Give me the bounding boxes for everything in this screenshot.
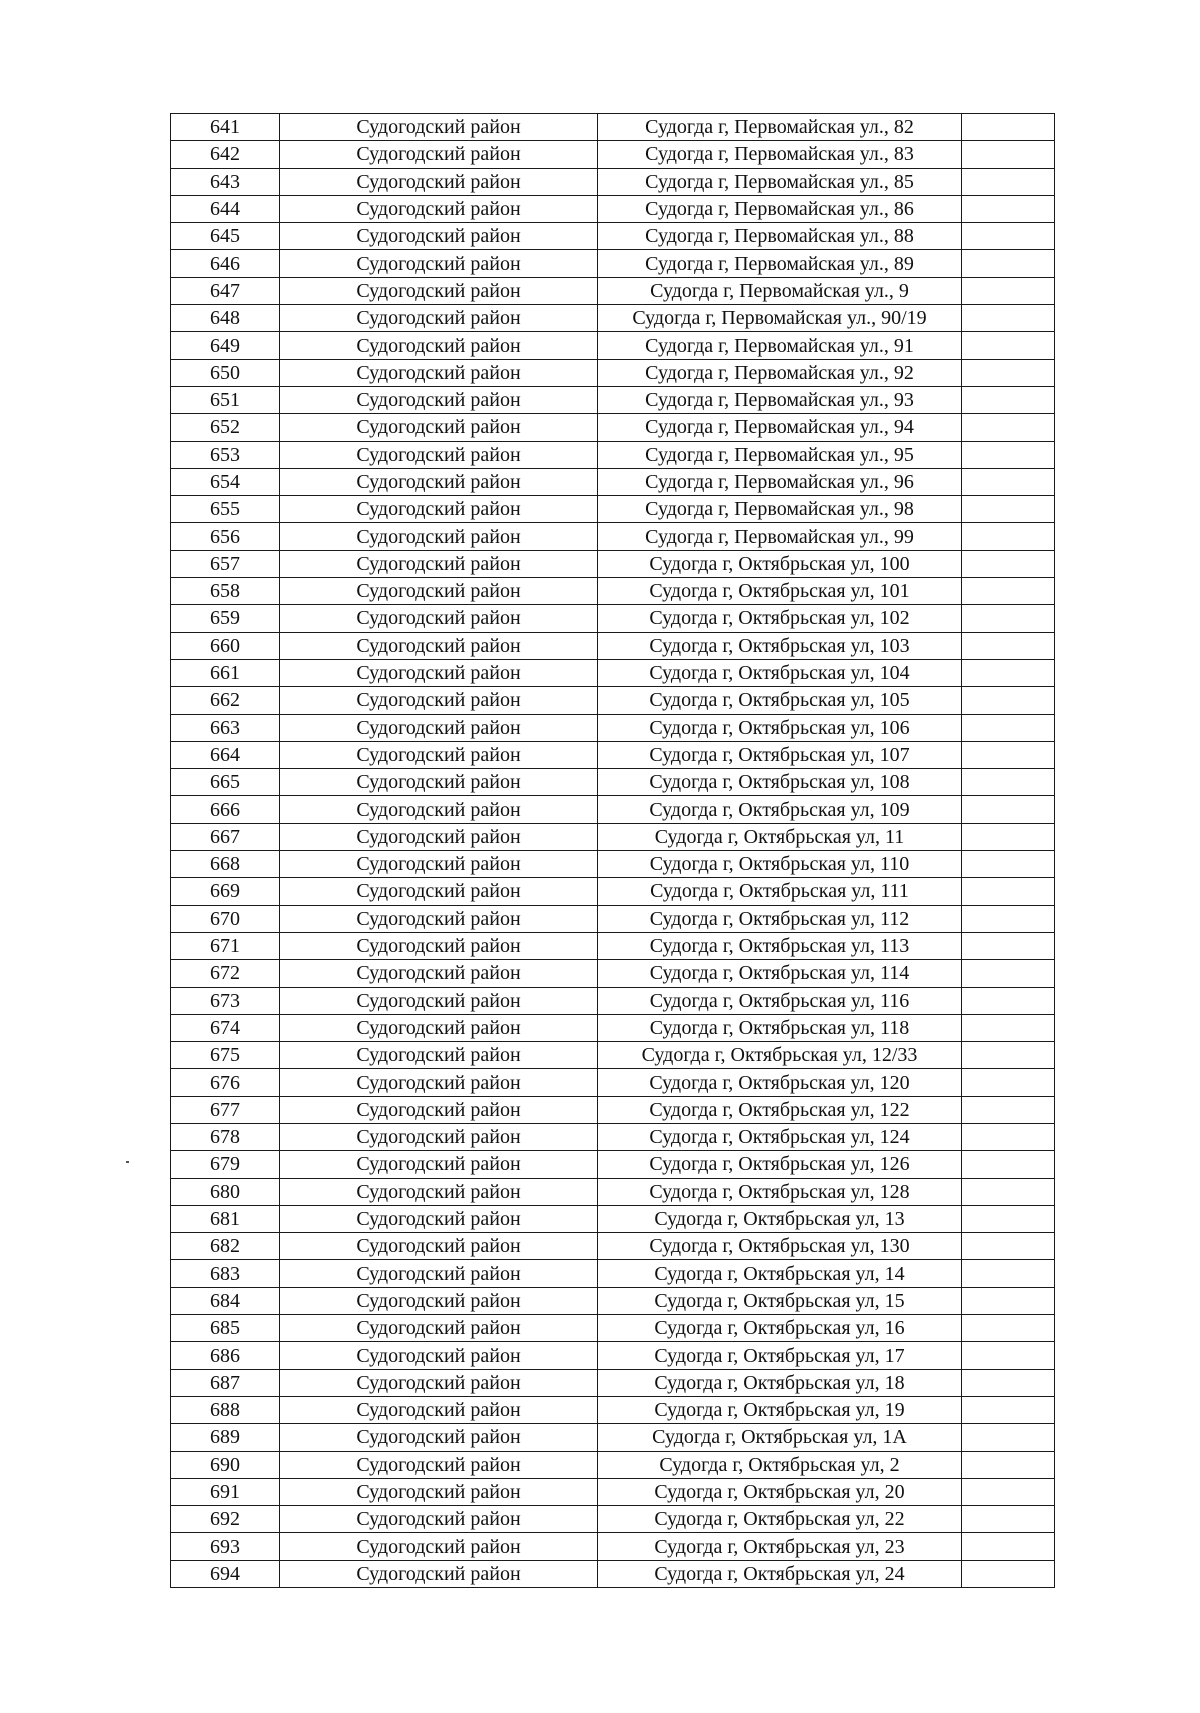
- address-cell: Судогда г, Октябрьская ул, 12/33: [598, 1042, 962, 1069]
- row-number-cell: 682: [171, 1233, 280, 1260]
- empty-cell: [962, 114, 1055, 141]
- district-cell: Судогодский район: [280, 851, 598, 878]
- row-number-cell: 690: [171, 1451, 280, 1478]
- address-cell: Судогда г, Первомайская ул., 92: [598, 359, 962, 386]
- table-row: [171, 414, 1055, 441]
- district-cell: Судогодский район: [280, 386, 598, 413]
- table-row: [171, 1014, 1055, 1041]
- row-number-cell: 652: [171, 414, 280, 441]
- district-cell: Судогодский район: [280, 1151, 598, 1178]
- table-row: [171, 332, 1055, 359]
- table-row: [171, 932, 1055, 959]
- empty-cell: [962, 1315, 1055, 1342]
- district-cell: Судогодский район: [280, 550, 598, 577]
- empty-cell: [962, 141, 1055, 168]
- row-number-cell: 648: [171, 305, 280, 332]
- table-row: [171, 687, 1055, 714]
- row-number-cell: 661: [171, 659, 280, 686]
- address-cell: Судогда г, Октябрьская ул, 103: [598, 632, 962, 659]
- row-number-cell: 686: [171, 1342, 280, 1369]
- empty-cell: [962, 905, 1055, 932]
- empty-cell: [962, 1506, 1055, 1533]
- address-registry-table: [170, 113, 1055, 1588]
- scan-speck: [126, 1161, 129, 1163]
- district-cell: Судогодский район: [280, 632, 598, 659]
- address-cell: Судогда г, Первомайская ул., 94: [598, 414, 962, 441]
- empty-cell: [962, 1178, 1055, 1205]
- row-number-cell: 683: [171, 1260, 280, 1287]
- table-row: [171, 1123, 1055, 1150]
- row-number-cell: 677: [171, 1096, 280, 1123]
- empty-cell: [962, 687, 1055, 714]
- table-row: [171, 905, 1055, 932]
- district-cell: Судогодский район: [280, 1424, 598, 1451]
- district-cell: Судогодский район: [280, 250, 598, 277]
- address-cell: Судогда г, Октябрьская ул, 124: [598, 1123, 962, 1150]
- address-cell: Судогда г, Октябрьская ул, 120: [598, 1069, 962, 1096]
- empty-cell: [962, 332, 1055, 359]
- district-cell: Судогодский район: [280, 1451, 598, 1478]
- table-row: [171, 250, 1055, 277]
- row-number-cell: 680: [171, 1178, 280, 1205]
- row-number-cell: 673: [171, 987, 280, 1014]
- address-cell: Судогда г, Октябрьская ул, 101: [598, 578, 962, 605]
- row-number-cell: 643: [171, 168, 280, 195]
- table-row: [171, 769, 1055, 796]
- table-row: [171, 1151, 1055, 1178]
- empty-cell: [962, 714, 1055, 741]
- district-cell: Судогодский район: [280, 1205, 598, 1232]
- empty-cell: [962, 1123, 1055, 1150]
- table-row: [171, 195, 1055, 222]
- empty-cell: [962, 1151, 1055, 1178]
- table-row: [171, 960, 1055, 987]
- address-cell: Судогда г, Первомайская ул., 9: [598, 277, 962, 304]
- empty-cell: [962, 1369, 1055, 1396]
- table-row: [171, 823, 1055, 850]
- district-cell: Судогодский район: [280, 605, 598, 632]
- table-row: [171, 223, 1055, 250]
- district-cell: Судогодский район: [280, 1533, 598, 1560]
- empty-cell: [962, 305, 1055, 332]
- district-cell: Судогодский район: [280, 141, 598, 168]
- table-row: [171, 659, 1055, 686]
- address-cell: Судогда г, Первомайская ул., 93: [598, 386, 962, 413]
- table-row: [171, 1424, 1055, 1451]
- table-row: [171, 523, 1055, 550]
- empty-cell: [962, 523, 1055, 550]
- district-cell: Судогодский район: [280, 1478, 598, 1505]
- table-row: [171, 1042, 1055, 1069]
- district-cell: Судогодский район: [280, 823, 598, 850]
- district-cell: Судогодский район: [280, 578, 598, 605]
- address-cell: Судогда г, Октябрьская ул, 22: [598, 1506, 962, 1533]
- address-cell: Судогда г, Первомайская ул., 91: [598, 332, 962, 359]
- row-number-cell: 666: [171, 796, 280, 823]
- district-cell: Судогодский район: [280, 414, 598, 441]
- row-number-cell: 671: [171, 932, 280, 959]
- table-row: [171, 632, 1055, 659]
- address-cell: Судогда г, Первомайская ул., 85: [598, 168, 962, 195]
- address-cell: Судогда г, Октябрьская ул, 106: [598, 714, 962, 741]
- row-number-cell: 665: [171, 769, 280, 796]
- address-cell: Судогда г, Первомайская ул., 95: [598, 441, 962, 468]
- address-cell: Судогда г, Первомайская ул., 86: [598, 195, 962, 222]
- table-row: [171, 878, 1055, 905]
- address-cell: Судогда г, Октябрьская ул, 2: [598, 1451, 962, 1478]
- row-number-cell: 664: [171, 741, 280, 768]
- district-cell: Судогодский район: [280, 741, 598, 768]
- row-number-cell: 644: [171, 195, 280, 222]
- table-row: [171, 496, 1055, 523]
- row-number-cell: 668: [171, 851, 280, 878]
- table-row: [171, 741, 1055, 768]
- address-cell: Судогда г, Октябрьская ул, 17: [598, 1342, 962, 1369]
- district-cell: Судогодский район: [280, 1560, 598, 1587]
- empty-cell: [962, 550, 1055, 577]
- address-cell: Судогда г, Первомайская ул., 82: [598, 114, 962, 141]
- empty-cell: [962, 1233, 1055, 1260]
- row-number-cell: 660: [171, 632, 280, 659]
- row-number-cell: 670: [171, 905, 280, 932]
- address-cell: Судогда г, Октябрьская ул, 15: [598, 1287, 962, 1314]
- empty-cell: [962, 1396, 1055, 1423]
- address-cell: Судогда г, Октябрьская ул, 102: [598, 605, 962, 632]
- district-cell: Судогодский район: [280, 523, 598, 550]
- table-row: [171, 1560, 1055, 1587]
- table-row: [171, 1178, 1055, 1205]
- district-cell: Судогодский район: [280, 1178, 598, 1205]
- row-number-cell: 646: [171, 250, 280, 277]
- table-row: [171, 1260, 1055, 1287]
- table-row: [171, 277, 1055, 304]
- empty-cell: [962, 1287, 1055, 1314]
- address-cell: Судогда г, Октябрьская ул, 118: [598, 1014, 962, 1041]
- table-row: [171, 1451, 1055, 1478]
- row-number-cell: 684: [171, 1287, 280, 1314]
- district-cell: Судогодский район: [280, 714, 598, 741]
- row-number-cell: 679: [171, 1151, 280, 1178]
- table-row: [171, 1233, 1055, 1260]
- row-number-cell: 667: [171, 823, 280, 850]
- table-row: [171, 1533, 1055, 1560]
- empty-cell: [962, 386, 1055, 413]
- empty-cell: [962, 359, 1055, 386]
- address-cell: Судогда г, Октябрьская ул, 24: [598, 1560, 962, 1587]
- district-cell: Судогодский район: [280, 305, 598, 332]
- row-number-cell: 647: [171, 277, 280, 304]
- table-row: [171, 1069, 1055, 1096]
- district-cell: Судогодский район: [280, 1260, 598, 1287]
- district-cell: Судогодский район: [280, 687, 598, 714]
- table-row: [171, 441, 1055, 468]
- empty-cell: [962, 1451, 1055, 1478]
- empty-cell: [962, 605, 1055, 632]
- address-cell: Судогда г, Первомайская ул., 96: [598, 468, 962, 495]
- empty-cell: [962, 1260, 1055, 1287]
- address-cell: Судогда г, Первомайская ул., 83: [598, 141, 962, 168]
- table-row: [171, 1096, 1055, 1123]
- table-row: [171, 1369, 1055, 1396]
- table-row: [171, 987, 1055, 1014]
- row-number-cell: 642: [171, 141, 280, 168]
- empty-cell: [962, 277, 1055, 304]
- row-number-cell: 669: [171, 878, 280, 905]
- address-cell: Судогда г, Октябрьская ул, 122: [598, 1096, 962, 1123]
- address-cell: Судогда г, Первомайская ул., 90/19: [598, 305, 962, 332]
- row-number-cell: 641: [171, 114, 280, 141]
- empty-cell: [962, 1533, 1055, 1560]
- empty-cell: [962, 223, 1055, 250]
- district-cell: Судогодский район: [280, 769, 598, 796]
- district-cell: Судогодский район: [280, 1069, 598, 1096]
- row-number-cell: 649: [171, 332, 280, 359]
- table-row: [171, 851, 1055, 878]
- address-cell: Судогда г, Первомайская ул., 88: [598, 223, 962, 250]
- table-row: [171, 305, 1055, 332]
- row-number-cell: 662: [171, 687, 280, 714]
- address-cell: Судогда г, Октябрьская ул, 116: [598, 987, 962, 1014]
- row-number-cell: 674: [171, 1014, 280, 1041]
- address-cell: Судогда г, Октябрьская ул, 111: [598, 878, 962, 905]
- address-cell: Судогда г, Октябрьская ул, 13: [598, 1205, 962, 1232]
- district-cell: Судогодский район: [280, 796, 598, 823]
- row-number-cell: 691: [171, 1478, 280, 1505]
- address-cell: Судогда г, Октябрьская ул, 23: [598, 1533, 962, 1560]
- row-number-cell: 657: [171, 550, 280, 577]
- table-row: [171, 386, 1055, 413]
- empty-cell: [962, 769, 1055, 796]
- table-row: [171, 578, 1055, 605]
- district-cell: Судогодский район: [280, 468, 598, 495]
- district-cell: Судогодский район: [280, 1396, 598, 1423]
- table-row: [171, 359, 1055, 386]
- empty-cell: [962, 578, 1055, 605]
- empty-cell: [962, 1042, 1055, 1069]
- empty-cell: [962, 468, 1055, 495]
- district-cell: Судогодский район: [280, 960, 598, 987]
- address-cell: Судогда г, Октябрьская ул, 11: [598, 823, 962, 850]
- table-row: [171, 605, 1055, 632]
- empty-cell: [962, 441, 1055, 468]
- empty-cell: [962, 250, 1055, 277]
- table-row: [171, 1396, 1055, 1423]
- address-cell: Судогда г, Октябрьская ул, 14: [598, 1260, 962, 1287]
- district-cell: Судогодский район: [280, 878, 598, 905]
- empty-cell: [962, 1424, 1055, 1451]
- address-cell: Судогда г, Октябрьская ул, 109: [598, 796, 962, 823]
- row-number-cell: 672: [171, 960, 280, 987]
- row-number-cell: 656: [171, 523, 280, 550]
- empty-cell: [962, 1014, 1055, 1041]
- district-cell: Судогодский район: [280, 195, 598, 222]
- district-cell: Судогодский район: [280, 905, 598, 932]
- address-cell: Судогда г, Первомайская ул., 99: [598, 523, 962, 550]
- district-cell: Судогодский район: [280, 1342, 598, 1369]
- empty-cell: [962, 195, 1055, 222]
- address-cell: Судогда г, Октябрьская ул, 20: [598, 1478, 962, 1505]
- row-number-cell: 651: [171, 386, 280, 413]
- address-cell: Судогда г, Октябрьская ул, 1А: [598, 1424, 962, 1451]
- row-number-cell: 693: [171, 1533, 280, 1560]
- table-body: [171, 114, 1055, 1588]
- district-cell: Судогодский район: [280, 987, 598, 1014]
- empty-cell: [962, 878, 1055, 905]
- district-cell: Судогодский район: [280, 168, 598, 195]
- address-cell: Судогда г, Октябрьская ул, 100: [598, 550, 962, 577]
- table-row: [171, 550, 1055, 577]
- table-row: [171, 1205, 1055, 1232]
- table-row: [171, 1315, 1055, 1342]
- empty-cell: [962, 796, 1055, 823]
- district-cell: Судогодский район: [280, 359, 598, 386]
- address-cell: Судогда г, Первомайская ул., 89: [598, 250, 962, 277]
- row-number-cell: 655: [171, 496, 280, 523]
- district-cell: Судогодский район: [280, 1287, 598, 1314]
- address-cell: Судогда г, Октябрьская ул, 112: [598, 905, 962, 932]
- empty-cell: [962, 1096, 1055, 1123]
- district-cell: Судогодский район: [280, 1369, 598, 1396]
- row-number-cell: 676: [171, 1069, 280, 1096]
- empty-cell: [962, 1478, 1055, 1505]
- row-number-cell: 687: [171, 1369, 280, 1396]
- row-number-cell: 692: [171, 1506, 280, 1533]
- district-cell: Судогодский район: [280, 223, 598, 250]
- district-cell: Судогодский район: [280, 659, 598, 686]
- empty-cell: [962, 960, 1055, 987]
- district-cell: Судогодский район: [280, 496, 598, 523]
- address-cell: Судогда г, Октябрьская ул, 126: [598, 1151, 962, 1178]
- address-cell: Судогда г, Октябрьская ул, 113: [598, 932, 962, 959]
- empty-cell: [962, 1560, 1055, 1587]
- empty-cell: [962, 932, 1055, 959]
- address-cell: Судогда г, Октябрьская ул, 105: [598, 687, 962, 714]
- table-row: [171, 1506, 1055, 1533]
- empty-cell: [962, 168, 1055, 195]
- row-number-cell: 658: [171, 578, 280, 605]
- row-number-cell: 681: [171, 1205, 280, 1232]
- district-cell: Судогодский район: [280, 441, 598, 468]
- empty-cell: [962, 987, 1055, 1014]
- district-cell: Судогодский район: [280, 1315, 598, 1342]
- address-cell: Судогда г, Октябрьская ул, 110: [598, 851, 962, 878]
- row-number-cell: 650: [171, 359, 280, 386]
- empty-cell: [962, 632, 1055, 659]
- district-cell: Судогодский район: [280, 1042, 598, 1069]
- row-number-cell: 653: [171, 441, 280, 468]
- district-cell: Судогодский район: [280, 1233, 598, 1260]
- address-cell: Судогда г, Октябрьская ул, 107: [598, 741, 962, 768]
- table-row: [171, 141, 1055, 168]
- address-cell: Судогда г, Октябрьская ул, 108: [598, 769, 962, 796]
- address-cell: Судогда г, Октябрьская ул, 114: [598, 960, 962, 987]
- address-cell: Судогда г, Октябрьская ул, 19: [598, 1396, 962, 1423]
- row-number-cell: 685: [171, 1315, 280, 1342]
- empty-cell: [962, 741, 1055, 768]
- district-cell: Судогодский район: [280, 1506, 598, 1533]
- row-number-cell: 675: [171, 1042, 280, 1069]
- district-cell: Судогодский район: [280, 932, 598, 959]
- address-cell: Судогда г, Октябрьская ул, 130: [598, 1233, 962, 1260]
- empty-cell: [962, 414, 1055, 441]
- table-row: [171, 114, 1055, 141]
- table-row: [171, 168, 1055, 195]
- address-cell: Судогда г, Октябрьская ул, 16: [598, 1315, 962, 1342]
- district-cell: Судогодский район: [280, 1014, 598, 1041]
- row-number-cell: 663: [171, 714, 280, 741]
- address-cell: Судогда г, Первомайская ул., 98: [598, 496, 962, 523]
- empty-cell: [962, 1342, 1055, 1369]
- district-cell: Судогодский район: [280, 277, 598, 304]
- row-number-cell: 688: [171, 1396, 280, 1423]
- empty-cell: [962, 851, 1055, 878]
- empty-cell: [962, 1205, 1055, 1232]
- empty-cell: [962, 659, 1055, 686]
- table-row: [171, 1287, 1055, 1314]
- row-number-cell: 689: [171, 1424, 280, 1451]
- address-cell: Судогда г, Октябрьская ул, 128: [598, 1178, 962, 1205]
- district-cell: Судогодский район: [280, 1123, 598, 1150]
- table-row: [171, 796, 1055, 823]
- row-number-cell: 678: [171, 1123, 280, 1150]
- district-cell: Судогодский район: [280, 332, 598, 359]
- table-row: [171, 1478, 1055, 1505]
- table-row: [171, 468, 1055, 495]
- empty-cell: [962, 823, 1055, 850]
- row-number-cell: 694: [171, 1560, 280, 1587]
- address-cell: Судогда г, Октябрьская ул, 104: [598, 659, 962, 686]
- empty-cell: [962, 496, 1055, 523]
- table-row: [171, 1342, 1055, 1369]
- district-cell: Судогодский район: [280, 114, 598, 141]
- row-number-cell: 659: [171, 605, 280, 632]
- empty-cell: [962, 1069, 1055, 1096]
- row-number-cell: 654: [171, 468, 280, 495]
- district-cell: Судогодский район: [280, 1096, 598, 1123]
- address-cell: Судогда г, Октябрьская ул, 18: [598, 1369, 962, 1396]
- row-number-cell: 645: [171, 223, 280, 250]
- table-row: [171, 714, 1055, 741]
